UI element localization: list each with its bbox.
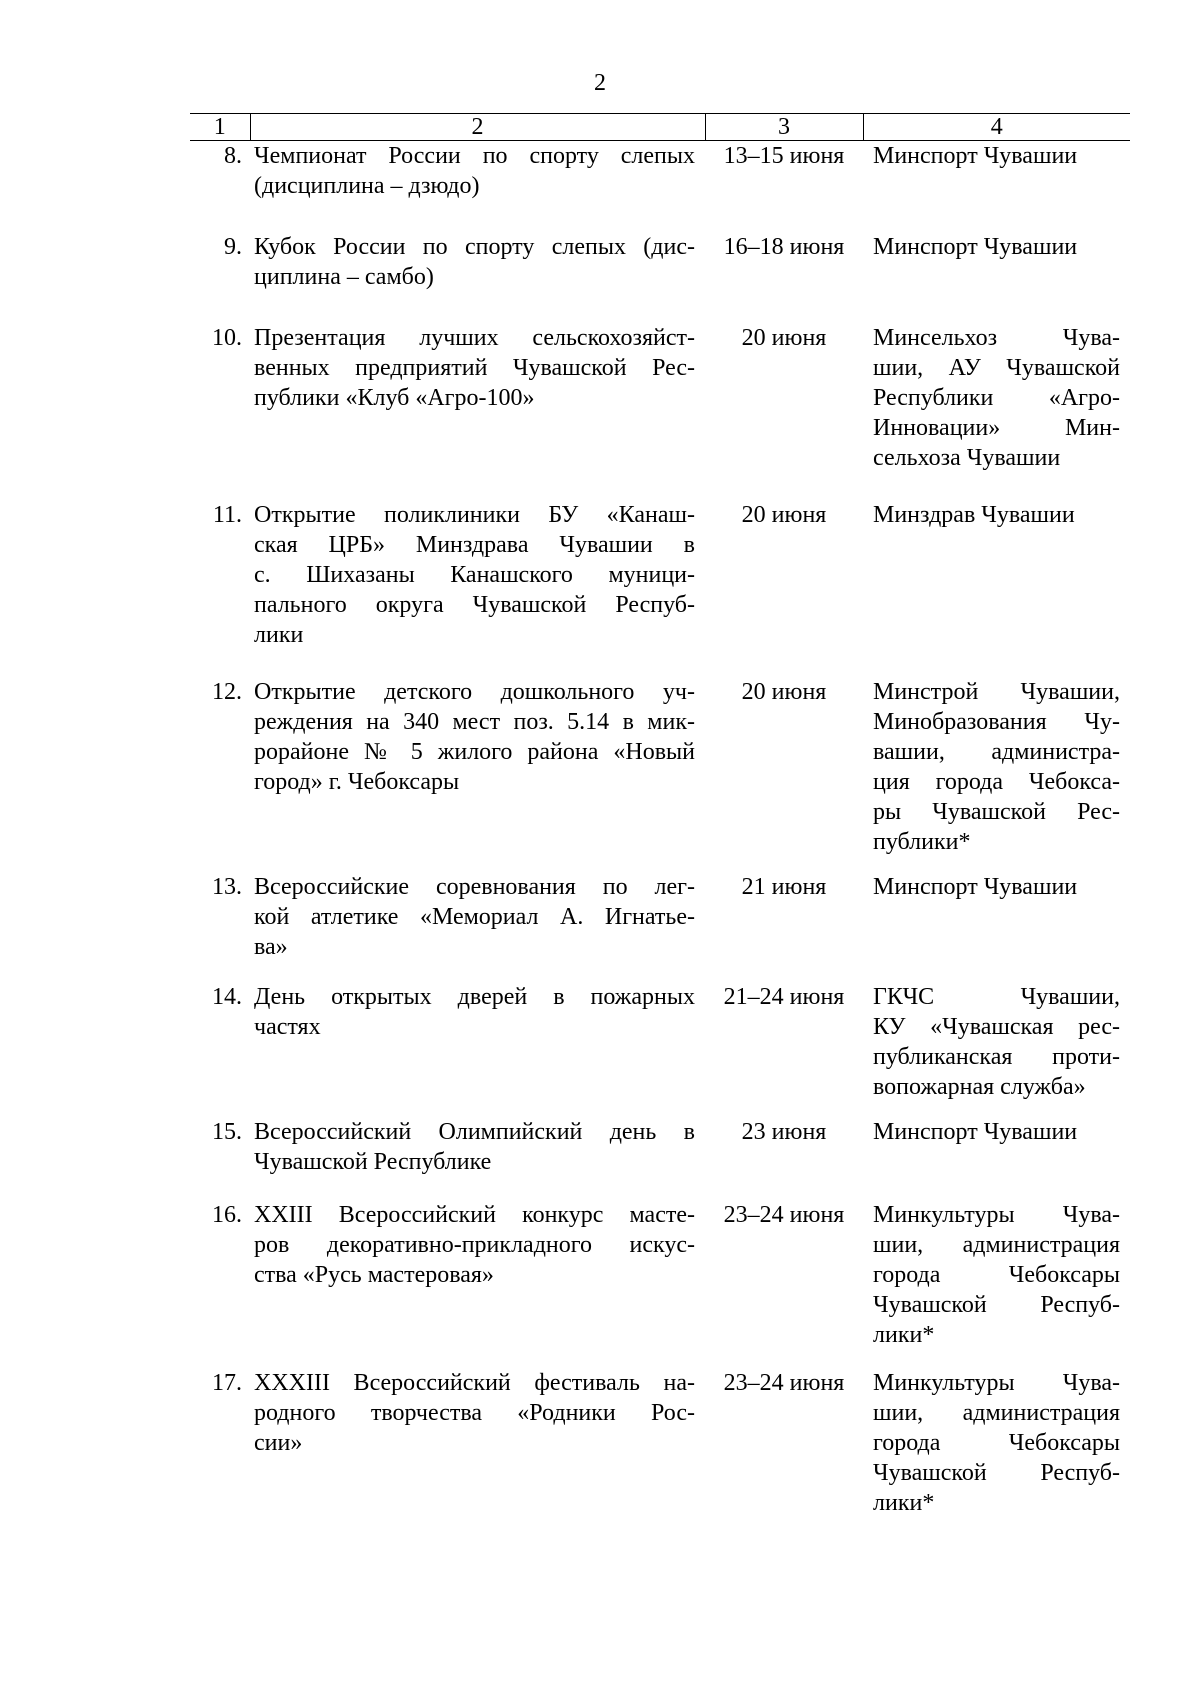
event-name-line: Всероссийские соревнования по лег- [254,873,695,900]
column-header-4: 4 [863,114,1130,141]
row-number: 13. [212,873,242,900]
table-row [190,677,1130,872]
event-date: 21–24 июня [723,983,845,1010]
responsible-org-line: Минспорт Чувашии [873,233,1078,260]
event-name-line: город» г. Чебоксары [254,768,460,795]
responsible-org [863,982,1130,1117]
table-row [190,141,1130,232]
event-name-line: венных предприятий Чувашской Рес- [254,354,695,381]
event-name-line: XXIII Всероссийский конкурс масте- [254,1201,695,1228]
event-name-line: ва» [254,933,288,960]
responsible-org-line: Минспорт Чувашии [873,1118,1078,1145]
responsible-org [863,872,1130,982]
event-name-line: рорайоне № 5 жилого района «Новый [254,738,695,765]
column-header-2: 2 [250,114,705,141]
column-header-3: 3 [705,114,863,141]
event-name [250,141,705,232]
event-name-line: Всероссийский Олимпийский день в [254,1118,695,1145]
event-date: 16–18 июня [723,233,845,260]
responsible-org [863,1200,1130,1368]
event-date: 20 июня [741,324,827,351]
event-name-line: кой атлетике «Мемориал А. Игнатье- [254,903,695,930]
responsible-org-line: Минкультуры Чува- [873,1201,1120,1228]
row-number: 11. [212,501,242,528]
responsible-org-line: Инновации» Мин- [873,414,1120,441]
event-name-line: родного творчества «Родники Рос- [254,1399,695,1426]
responsible-org-line: сельхоза Чувашии [873,444,1061,471]
event-name-line: Открытие детского дошкольного уч- [254,678,695,705]
page-number: 2 [594,70,606,96]
event-name-line: Кубок России по спорту слепых (дис- [254,233,695,260]
responsible-org-line: публиканская проти- [873,1043,1120,1070]
event-name [250,500,705,677]
responsible-org [863,677,1130,872]
event-date: 23 июня [741,1118,827,1145]
event-name [250,982,705,1117]
table-row [190,1368,1130,1528]
responsible-org-line: Минсельхоз Чува- [873,324,1120,351]
responsible-org-line: Республики «Агро- [873,384,1120,411]
event-name-line: ская ЦРБ» Минздрава Чувашии в [254,531,695,558]
event-date: 21 июня [741,873,827,900]
responsible-org-line: города Чебоксары [873,1261,1120,1288]
row-number: 14. [212,983,242,1010]
event-name [250,1368,705,1528]
responsible-org-line: вопожарная служба» [873,1073,1086,1100]
event-date: 13–15 июня [723,143,845,169]
responsible-org [863,1117,1130,1200]
responsible-org [863,500,1130,677]
event-name-line: частях [254,1013,321,1040]
event-date: 20 июня [741,501,827,528]
row-number: 17. [212,1369,242,1396]
table-row [190,232,1130,323]
responsible-org [863,141,1130,232]
responsible-org-line: шии, администрация [873,1399,1120,1426]
event-name [250,323,705,500]
responsible-org-line: Минстрой Чувашии, [873,678,1120,705]
table-row [190,1117,1130,1200]
responsible-org-line: Чувашской Респуб- [873,1459,1120,1486]
row-number: 16. [212,1201,242,1228]
responsible-org-line: лики* [873,1489,935,1516]
responsible-org-line: ры Чувашской Рес- [873,798,1120,825]
table-row [190,1200,1130,1368]
responsible-org-line: города Чебоксары [873,1429,1120,1456]
event-name [250,232,705,323]
responsible-org [863,1368,1130,1528]
responsible-org-line: шии, АУ Чувашской [873,354,1120,381]
event-name-line: циплина – самбо) [254,263,434,290]
responsible-org-line: вашии, администра- [873,738,1120,765]
responsible-org-line: Минспорт Чувашии [873,143,1078,169]
table-row [190,982,1130,1117]
event-name [250,677,705,872]
column-header-1: 1 [190,114,250,141]
responsible-org-line: публики* [873,828,971,855]
event-name-line: публики «Клуб «Агро-100» [254,384,535,411]
table-row [190,323,1130,500]
event-name-line: Чувашской Республике [254,1148,492,1175]
table-row [190,500,1130,677]
event-name-line: Презентация лучших сельскохозяйст- [254,324,695,351]
event-name [250,872,705,982]
table-body [190,141,1130,1528]
event-name [250,1200,705,1368]
row-number: 8. [224,143,242,169]
event-name-line: ства «Русь мастеровая» [254,1261,494,1288]
row-number: 15. [212,1118,242,1145]
responsible-org-line: КУ «Чувашская рес- [873,1013,1120,1040]
event-name-line: День открытых дверей в пожарных [254,983,695,1010]
responsible-org [863,323,1130,500]
event-name-line: с. Шихазаны Канашского муници- [254,561,695,588]
responsible-org-line: ГКЧС Чувашии, [873,983,1120,1010]
events-table [190,113,1130,1528]
event-name-line: XXXIII Всероссийский фестиваль на- [254,1369,695,1396]
responsible-org-line: Минспорт Чувашии [873,873,1078,900]
table-row [190,872,1130,982]
row-number: 9. [224,233,242,260]
row-number: 12. [212,678,242,705]
responsible-org-line: Минздрав Чувашии [873,501,1075,528]
responsible-org-line: Минкультуры Чува- [873,1369,1120,1396]
responsible-org-line: шии, администрация [873,1231,1120,1258]
event-name-line: Открытие поликлиники БУ «Канаш- [254,501,695,528]
table-header-row [190,114,1130,141]
event-name-line: лики [254,621,304,648]
event-name-line: Чемпионат России по спорту слепых [254,143,695,169]
responsible-org-line: Минобразования Чу- [873,708,1120,735]
responsible-org-line: ция города Чебокса- [873,768,1120,795]
event-name [250,1117,705,1200]
responsible-org [863,232,1130,323]
event-name-line: ров декоративно-прикладного искус- [254,1231,695,1258]
row-number: 10. [212,324,242,351]
event-name-line: сии» [254,1429,303,1456]
event-date: 23–24 июня [723,1201,845,1228]
event-date: 23–24 июня [723,1369,845,1396]
event-date: 20 июня [741,678,827,705]
event-name-line: реждения на 340 мест поз. 5.14 в мик- [254,708,695,735]
responsible-org-line: Чувашской Респуб- [873,1291,1120,1318]
event-name-line: пального округа Чувашской Респуб- [254,591,695,618]
responsible-org-line: лики* [873,1321,935,1348]
event-name-line: (дисциплина – дзюдо) [254,173,480,199]
